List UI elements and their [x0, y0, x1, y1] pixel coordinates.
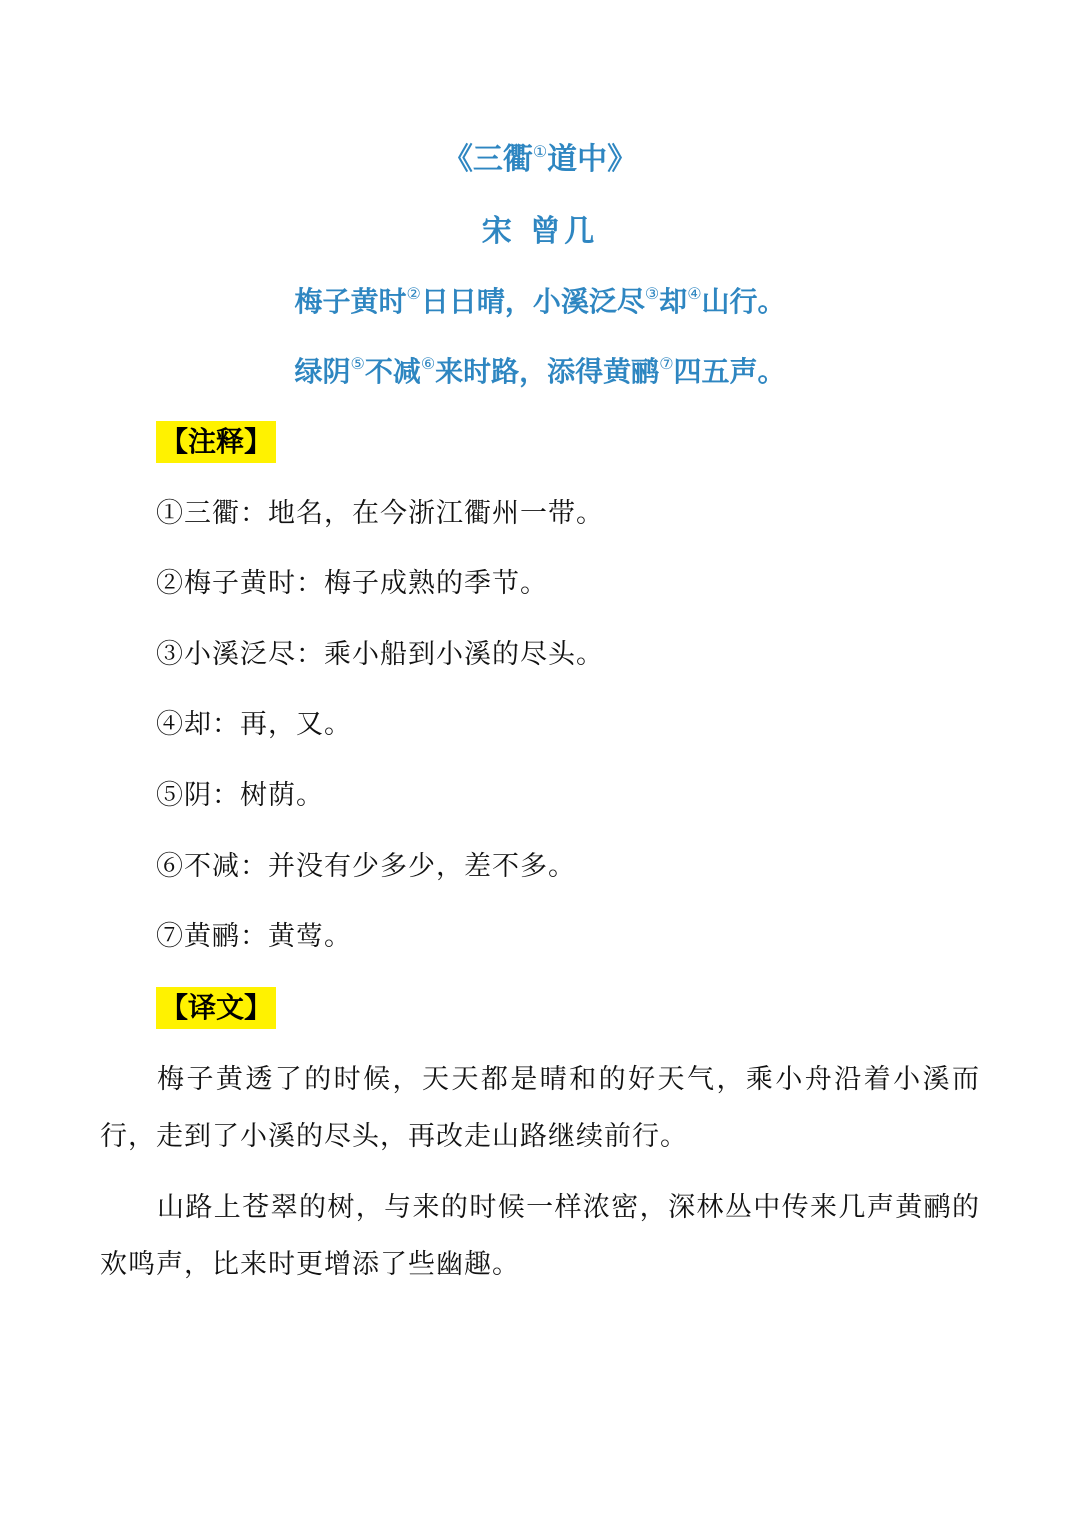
poem-title-text: 道中》 — [547, 142, 638, 177]
poem-text: 不减 — [364, 355, 421, 388]
note-item: ①三衢：地名，在今浙江衢州一带。 — [156, 498, 604, 529]
footnote-marker: ① — [532, 142, 548, 161]
footnote-marker: ⑦ — [659, 354, 674, 373]
note-item: ⑥不减：并没有少多少，差不多。 — [156, 851, 576, 882]
poem-title — [0, 138, 1080, 182]
poem-title-text: 《三衢 — [442, 142, 533, 177]
poem-text: 四五声。 — [673, 355, 786, 388]
poem-text: 山行。 — [701, 285, 786, 318]
translation-section-label: 【译文】 — [156, 987, 276, 1029]
poem-author: 宋 曾几 — [481, 214, 599, 249]
footnote-marker: ③ — [644, 284, 660, 303]
poem-text: 绿阴 — [294, 355, 351, 388]
note-item: ⑤阴：树荫。 — [156, 780, 324, 811]
translation-paragraph: 梅子黄透了的时候，天天都是晴和的好天气，乘小舟沿着小溪而行，走到了小溪的尽头，再改走山路继续前行。 — [100, 1064, 980, 1152]
note-item: ⑦黄鹂：黄莺。 — [156, 921, 352, 952]
note-item: ②梅子黄时：梅子成熟的季节。 — [156, 568, 548, 599]
poem-text: 梅子黄时 — [294, 285, 407, 318]
note-item: ③小溪泛尽：乘小船到小溪的尽头。 — [156, 639, 604, 670]
footnote-marker: ⑥ — [420, 354, 436, 373]
footnote-marker: ④ — [687, 284, 702, 303]
footnote-marker: ② — [406, 284, 421, 303]
poem-text: 却 — [659, 285, 688, 318]
poem-line-1 — [0, 280, 1080, 324]
translation-paragraph: 山路上苍翠的树，与来的时候一样浓密，深林丛中传来几声黄鹂的欢鸣声，比来时更增添了些幽趣。 — [100, 1192, 980, 1280]
poem-text: 来时路，添得黄鹂 — [435, 355, 660, 388]
footnote-marker: ⑤ — [350, 354, 365, 373]
note-item: ④却：再，又。 — [156, 709, 352, 740]
notes-section-label: 【注释】 — [156, 421, 276, 463]
poem-line-2 — [0, 350, 1080, 394]
poem-text: 日日晴，小溪泛尽 — [420, 285, 645, 318]
